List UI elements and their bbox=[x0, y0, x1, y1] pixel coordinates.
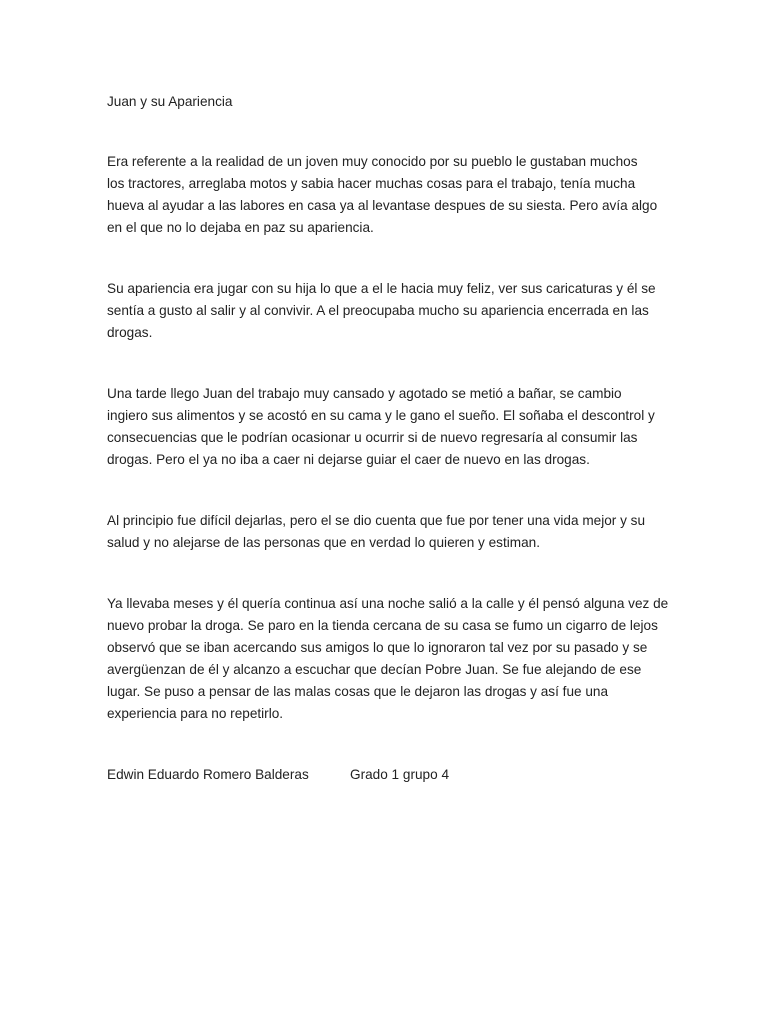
paragraph-line: salud y no alejarse de las personas que en verdad lo quieren y estiman. bbox=[107, 535, 541, 550]
paragraph-line: Ya llevaba meses y él quería continua así una noche salió a la calle y él pensó alguna vez de bbox=[107, 596, 669, 611]
signature-line bbox=[107, 764, 665, 786]
paragraph-line: sentía a gusto al salir y al convivir. A el preocupaba mucho su apariencia encerrada en las bbox=[107, 303, 649, 318]
paragraph-line: drogas. bbox=[107, 325, 153, 340]
paragraph-line: avergüenzan de él y alcanzo a escuchar que decían Pobre Juan. Se fue alejando de ese bbox=[107, 662, 642, 677]
paragraph-line: observó que se iban acercando sus amigos lo que lo ignoraron tal vez por su pasado y se bbox=[107, 640, 648, 655]
paragraph-line: ingiero sus alimentos y se acostó en su cama y le gano el sueño. El soñaba el descontrol y bbox=[107, 408, 655, 423]
paragraph-3 bbox=[107, 383, 665, 471]
paragraph-line: experiencia para no repetirlo. bbox=[107, 706, 284, 721]
paragraph-4 bbox=[107, 510, 665, 554]
grade-group: Grado 1 grupo 4 bbox=[350, 767, 449, 782]
author-name: Edwin Eduardo Romero Balderas bbox=[107, 767, 309, 782]
paragraph-line: en el que no lo dejaba en paz su apariencia. bbox=[107, 220, 374, 235]
paragraph-line: los tractores, arreglaba motos y sabia hacer muchas cosas para el trabajo, tenía mucha bbox=[107, 176, 636, 191]
paragraph-line: Una tarde llego Juan del trabajo muy cansado y agotado se metió a bañar, se cambio bbox=[107, 386, 622, 401]
paragraph-1 bbox=[107, 151, 665, 239]
document-title: Juan y su Apariencia bbox=[107, 94, 233, 109]
paragraph-5 bbox=[107, 593, 669, 725]
paragraph-line: hueva al ayudar a las labores en casa ya al levantase despues de su siesta. Pero avía algo bbox=[107, 198, 658, 213]
paragraph-line: nuevo probar la droga. Se paro en la tienda cercana de su casa se fumo un cigarro de lejos bbox=[107, 618, 658, 633]
paragraph-line: Al principio fue difícil dejarlas, pero el se dio cuenta que fue por tener una vida mejor y su bbox=[107, 513, 646, 528]
paragraph-line: consecuencias que le podrían ocasionar u ocurrir si de nuevo regresaría al consumir las bbox=[107, 430, 638, 445]
paragraph-line: Su apariencia era jugar con su hija lo que a el le hacia muy feliz, ver sus caricaturas y él se bbox=[107, 281, 656, 296]
paragraph-line: lugar. Se puso a pensar de las malas cosas que le dejaron las drogas y así fue una bbox=[107, 684, 609, 699]
paragraph-line: Era referente a la realidad de un joven muy conocido por su pueblo le gustaban muchos bbox=[107, 154, 638, 169]
paragraph-2 bbox=[107, 278, 665, 344]
paragraph-line: drogas. Pero el ya no iba a caer ni dejarse guiar el caer de nuevo en las drogas. bbox=[107, 452, 590, 467]
document-body bbox=[107, 91, 669, 786]
